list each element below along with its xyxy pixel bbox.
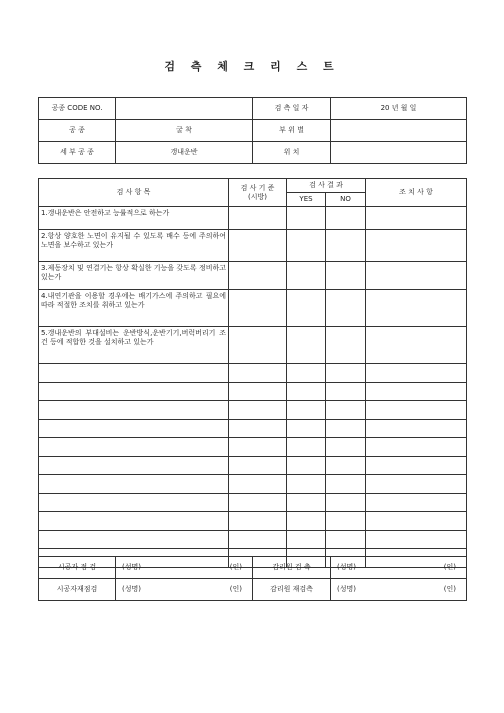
standard-cell[interactable] (229, 419, 287, 438)
yes-cell[interactable] (287, 401, 326, 420)
supervisor-recheck-signature[interactable] (331, 579, 467, 601)
signature-table (38, 556, 467, 601)
supervisor-check-signature[interactable] (331, 557, 467, 579)
action-cell[interactable] (366, 230, 467, 262)
standard-cell[interactable] (229, 230, 287, 262)
blank-item-cell[interactable] (39, 493, 229, 512)
action-cell[interactable] (366, 364, 467, 383)
action-cell[interactable] (366, 493, 467, 512)
work-type-field[interactable]: 굴 착 (116, 120, 253, 142)
header-result: 검 사 결 과 (287, 179, 366, 193)
info-table (38, 97, 467, 164)
seal-placeholder: (인) (229, 563, 242, 571)
no-cell[interactable] (326, 475, 366, 494)
blank-item-cell[interactable] (39, 382, 229, 401)
standard-cell[interactable] (229, 456, 287, 475)
action-cell[interactable] (366, 530, 467, 549)
sub-work-field[interactable]: 갱내운반 (116, 142, 253, 164)
no-cell[interactable] (326, 207, 366, 230)
name-placeholder: (성명) (122, 585, 141, 593)
contractor-check-label: 시공자 점 검 (39, 557, 116, 579)
blank-item-cell[interactable] (39, 456, 229, 475)
date-label: 검 측 일 자 (253, 98, 331, 120)
standard-cell[interactable] (229, 262, 287, 290)
yes-cell[interactable] (287, 493, 326, 512)
check-item-5: 5.갱내운반의 부대설비는 운반방식,운반기기,버럭버리기 조건 등에 적합한 것을 설치하고 있는가 (39, 327, 229, 364)
standard-cell[interactable] (229, 493, 287, 512)
action-cell[interactable] (366, 207, 467, 230)
sub-work-label: 세 부 공 종 (39, 142, 116, 164)
checklist-table (38, 178, 467, 568)
standard-cell[interactable] (229, 512, 287, 531)
yes-cell[interactable] (287, 512, 326, 531)
no-cell[interactable] (326, 456, 366, 475)
blank-item-cell[interactable] (39, 512, 229, 531)
yes-cell[interactable] (287, 364, 326, 383)
standard-cell[interactable] (229, 382, 287, 401)
check-item-1: 1.갱내운반은 안전하고 능률적으로 하는가 (39, 207, 229, 230)
standard-cell[interactable] (229, 364, 287, 383)
name-placeholder: (성명) (337, 563, 356, 571)
yes-cell[interactable] (287, 230, 326, 262)
blank-item-cell[interactable] (39, 438, 229, 457)
no-cell[interactable] (326, 512, 366, 531)
yes-cell[interactable] (287, 382, 326, 401)
action-cell[interactable] (366, 419, 467, 438)
contractor-recheck-label: 시공자재점검 (39, 579, 116, 601)
header-yes: YES (287, 193, 326, 207)
no-cell[interactable] (326, 419, 366, 438)
action-cell[interactable] (366, 382, 467, 401)
header-action: 조 치 사 항 (366, 179, 467, 207)
yes-cell[interactable] (287, 327, 326, 364)
no-cell[interactable] (326, 493, 366, 512)
contractor-recheck-signature[interactable] (116, 579, 253, 601)
yes-cell[interactable] (287, 456, 326, 475)
action-cell[interactable] (366, 327, 467, 364)
action-cell[interactable] (366, 438, 467, 457)
blank-item-cell[interactable] (39, 401, 229, 420)
location-label: 위 치 (253, 142, 331, 164)
blank-item-cell[interactable] (39, 475, 229, 494)
blank-item-cell[interactable] (39, 419, 229, 438)
standard-cell[interactable] (229, 327, 287, 364)
name-placeholder: (성명) (122, 563, 141, 571)
no-cell[interactable] (326, 438, 366, 457)
yes-cell[interactable] (287, 290, 326, 327)
standard-cell[interactable] (229, 475, 287, 494)
yes-cell[interactable] (287, 530, 326, 549)
seal-placeholder: (인) (443, 563, 456, 571)
no-cell[interactable] (326, 290, 366, 327)
yes-cell[interactable] (287, 262, 326, 290)
action-cell[interactable] (366, 475, 467, 494)
check-item-3: 3.제동장치 및 연결기는 항상 확실한 기능을 갖도록 정비하고 있는가 (39, 262, 229, 290)
no-cell[interactable] (326, 401, 366, 420)
no-cell[interactable] (326, 327, 366, 364)
supervisor-recheck-label: 감리원 재검측 (253, 579, 331, 601)
no-cell[interactable] (326, 230, 366, 262)
standard-cell[interactable] (229, 530, 287, 549)
standard-cell[interactable] (229, 290, 287, 327)
check-item-2: 2.항상 양호한 노면이 유지될 수 있도록 배수 등에 주의하여 노면을 보수하고 있는가 (39, 230, 229, 262)
blank-item-cell[interactable] (39, 530, 229, 549)
header-standard (229, 179, 287, 207)
contractor-check-signature[interactable] (116, 557, 253, 579)
page-title: 검 측 체 크 리 스 트 (164, 60, 340, 73)
seal-placeholder: (인) (229, 585, 242, 593)
yes-cell[interactable] (287, 475, 326, 494)
project-no-label: 공종 CODE NO. (39, 98, 116, 120)
standard-cell[interactable] (229, 438, 287, 457)
action-cell[interactable] (366, 401, 467, 420)
check-item-4: 4.내연기관을 이용할 경우에는 배기가스에 주의하고 필요에 따라 적절한 조치를 취하고 있는가 (39, 290, 229, 327)
yes-cell[interactable] (287, 419, 326, 438)
no-cell[interactable] (326, 262, 366, 290)
action-cell[interactable] (366, 512, 467, 531)
action-cell[interactable] (366, 456, 467, 475)
name-placeholder: (성명) (337, 585, 356, 593)
location-field[interactable] (331, 142, 467, 164)
header-no: NO (326, 193, 366, 207)
part-label: 부 위 별 (253, 120, 331, 142)
action-cell[interactable] (366, 290, 467, 327)
no-cell[interactable] (326, 382, 366, 401)
part-field[interactable] (331, 120, 467, 142)
yes-cell[interactable] (287, 438, 326, 457)
seal-placeholder: (인) (443, 585, 456, 593)
header-standard-sub: (시방) (248, 192, 267, 201)
no-cell[interactable] (326, 530, 366, 549)
standard-cell[interactable] (229, 401, 287, 420)
header-items: 검 사 항 목 (39, 179, 229, 207)
work-type-label: 공 종 (39, 120, 116, 142)
no-cell[interactable] (326, 364, 366, 383)
blank-item-cell[interactable] (39, 364, 229, 383)
supervisor-check-label: 감리원 검 측 (253, 557, 331, 579)
yes-cell[interactable] (287, 207, 326, 230)
date-field[interactable]: 20 년 월 일 (331, 98, 467, 120)
action-cell[interactable] (366, 262, 467, 290)
header-standard-label: 검 사 기 준 (240, 183, 275, 192)
project-no-field[interactable] (116, 98, 253, 120)
standard-cell[interactable] (229, 207, 287, 230)
